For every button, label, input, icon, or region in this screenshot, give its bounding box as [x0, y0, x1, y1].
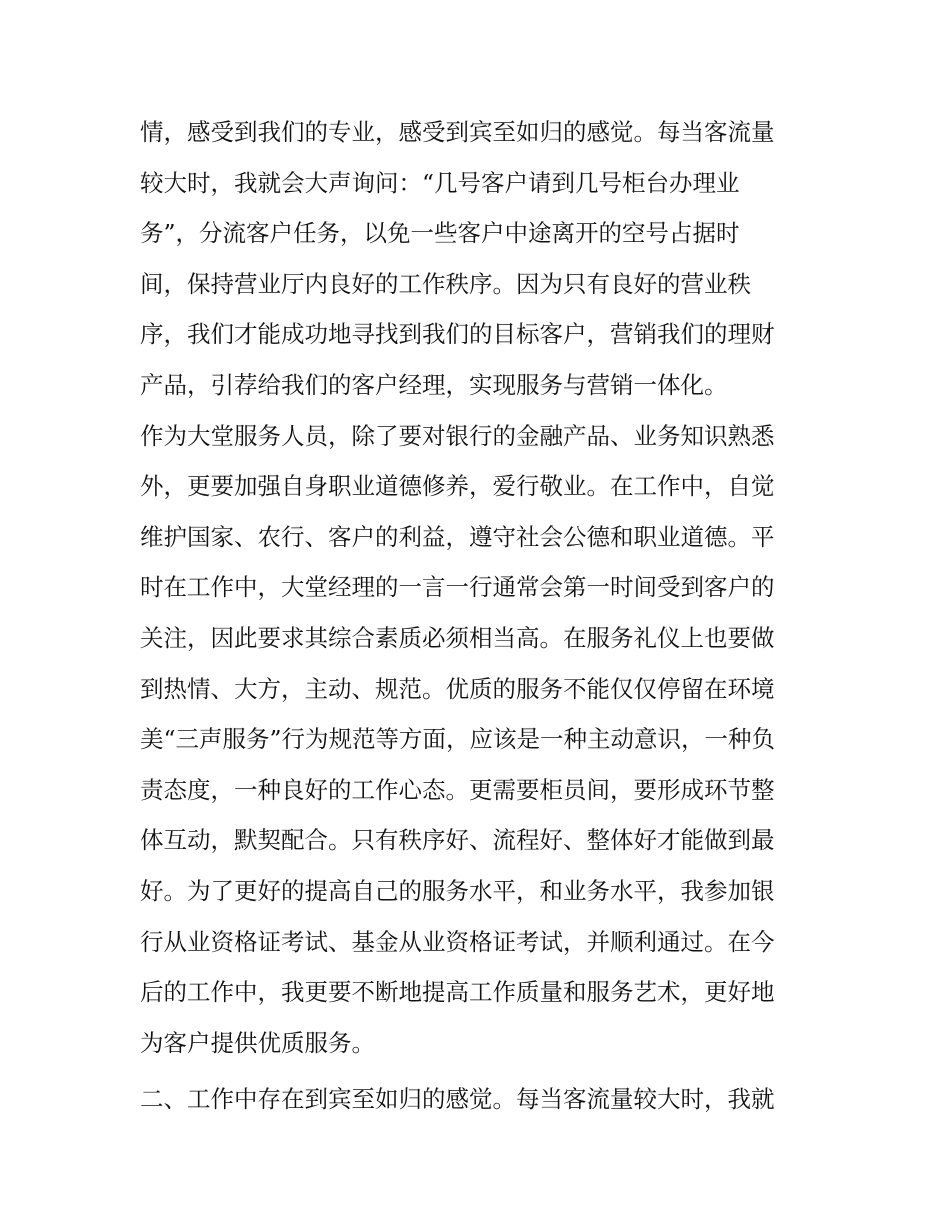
text-line: 为客户提供优质服务。: [140, 1028, 375, 1057]
text-line: 二、工作中存在到宾至如归的感觉。每当客流量较大时，我就: [140, 1085, 775, 1114]
text-line: 体互动，默契配合。只有秩序好、流程好、整体好才能做到最: [140, 826, 775, 855]
text-line: 关注，因此要求其综合素质必须相当高。在服务礼仪上也要做: [140, 623, 775, 652]
paragraph-1: [140, 107, 820, 411]
text-line: 间，保持营业厅内良好的工作秩序。因为只有良好的营业秩: [140, 269, 751, 298]
text-line: 后的工作中，我更要不断地提高工作质量和服务艺术，更好地: [140, 978, 775, 1007]
paragraph-2: [140, 411, 820, 1069]
text-line: 情，感受到我们的专业，感受到宾至如归的感觉。每当客流量: [140, 118, 775, 146]
text-line: 时在工作中，大堂经理的一言一行通常会第一时间受到客户的: [140, 573, 775, 602]
text-line: 作为大堂服务人员，除了要对银行的金融产品、业务知识熟悉: [140, 421, 775, 450]
text-line: 行从业资格证考试、基金从业资格证考试，并顺利通过。在今: [140, 927, 775, 956]
text-line: 好。为了更好的提高自己的服务水平，和业务水平，我参加银: [140, 876, 775, 905]
text-line: 较大时，我就会大声询问：“几号客户请到几号柜台办理业: [140, 168, 740, 197]
text-line: 责态度，一种良好的工作心态。更需要柜员间，要形成环节整: [140, 775, 775, 804]
document-body: [140, 107, 820, 1125]
text-line: 序，我们才能成功地寻找到我们的目标客户，营销我们的理财: [140, 320, 775, 349]
text-line: 产品，引荐给我们的客户经理，实现服务与营销一体化。: [140, 370, 728, 399]
text-line: 务”，分流客户任务，以免一些客户中途离开的空号占据时: [140, 219, 740, 248]
text-line: 美“三声服务”行为规范等方面，应该是一种主动意识，一种负: [140, 725, 776, 754]
text-line: 维护国家、农行、客户的利益，遵守社会公德和职业道德。平: [140, 522, 775, 551]
text-line: 到热情、大方，主动、规范。优质的服务不能仅仅停留在环境: [140, 674, 775, 703]
text-line: 外，更要加强自身职业道德修养，爱行敬业。在工作中，自觉: [140, 472, 775, 501]
paragraph-3: [140, 1074, 820, 1125]
